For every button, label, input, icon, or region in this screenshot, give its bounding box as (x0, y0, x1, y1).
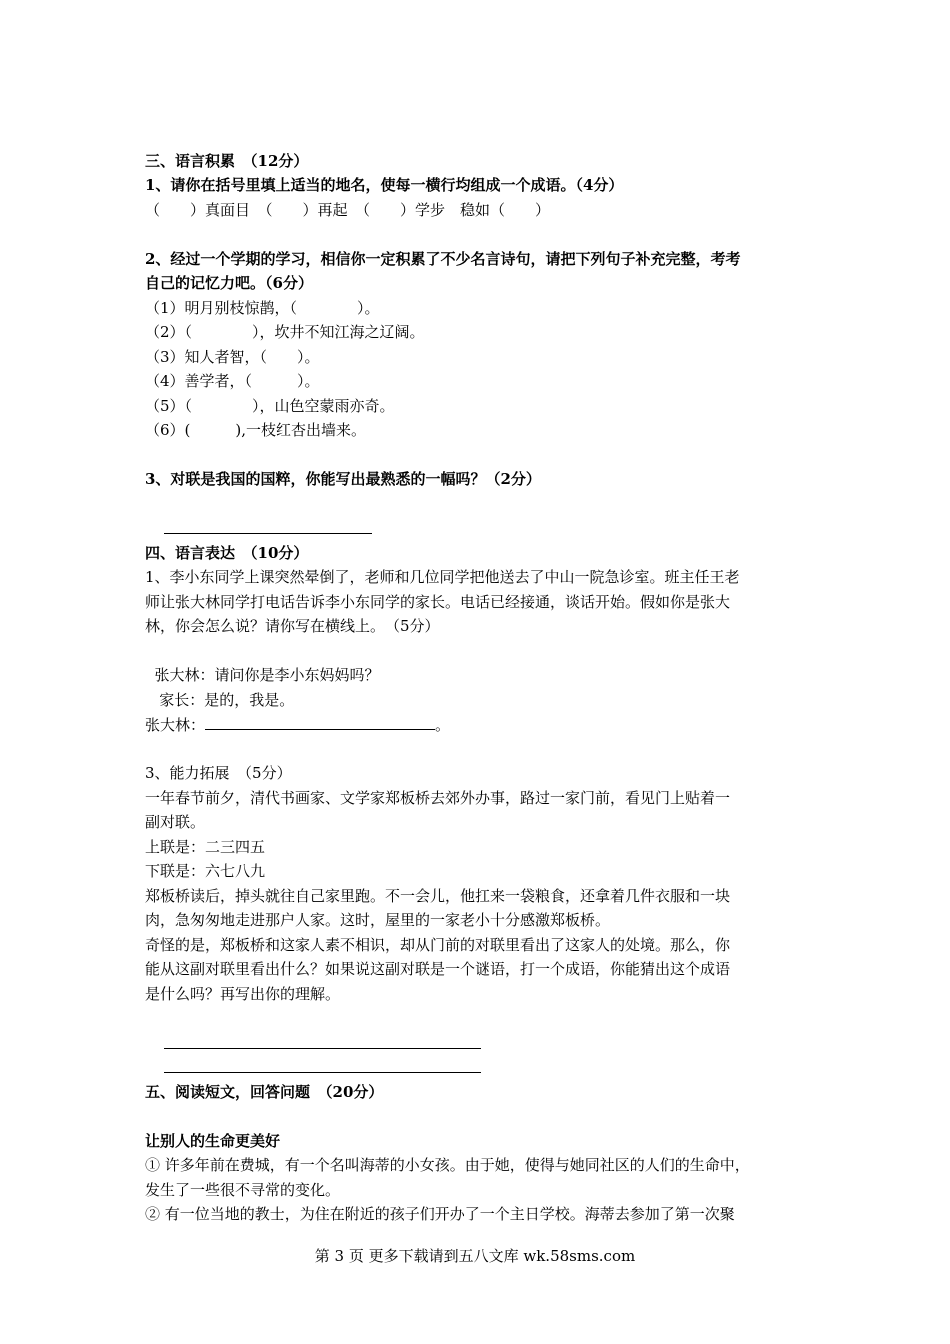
q2-item-4: （4）善学者，（ ）。 (145, 372, 320, 390)
dialog-line-3 (145, 712, 815, 737)
s4-q1-para-line-2: 师让张大林同学打电话告诉李小东同学的家长。电话已经接通，谈话开始。假如你是张大 (145, 592, 731, 611)
q3-answer-line (164, 516, 372, 534)
page-footer: 第 3 页 更多下载请到五八文库 wk.58sms.com (314, 1247, 636, 1265)
q3-prompt: 3、对联是我国的国粹，你能写出最熟悉的一幅吗？（2分） (145, 470, 541, 488)
reading-title: 让别人的生命更美好 (145, 1131, 281, 1150)
page-content (145, 124, 815, 1227)
couplet-upper: 上联是：二三四五 (145, 837, 266, 856)
couplet-lower: 下联是：六七八九 (145, 862, 266, 880)
dialog-answer-line (205, 712, 435, 730)
q2-item-6: （6）( ),一枝红杏出墙来。 (145, 421, 367, 439)
dialog-line-2: 家长：是的，我是。 (145, 690, 295, 709)
q3-answer-area (145, 492, 815, 517)
section-3-heading: 三、语言积累 （12分） (145, 151, 309, 170)
s4-q3-para-line-7: 是什么吗？再写出你的理解。 (145, 984, 341, 1003)
s4-q3-heading: 3、能力拓展 （5分） (145, 764, 292, 782)
s4-q3-para-line-2: 副对联。 (145, 813, 206, 831)
q2-prompt-line-1: 2、经过一个学期的学习，相信你一定积累了不少名言诗句，请把下列句子补充完整，考考 (145, 249, 741, 268)
s4-q3-para-line-4: 肉，急匆匆地走进那户人家。这时，屋里的一家老小十分感激郑板桥。 (145, 911, 611, 929)
s4-q3-answer-line-1 (164, 1031, 481, 1049)
dialog-line-1: 张大林：请问你是李小东妈妈吗？ (145, 666, 380, 684)
dialog-speaker-label: 张大林： (145, 716, 206, 734)
s4-q3-para-line-1: 一年春节前夕，清代书画家、文学家郑板桥去郊外办事，路过一家门前，看见门上贴着一 (145, 788, 731, 807)
reading-para-line-2: 发生了一些很不寻常的变化。 (145, 1180, 341, 1199)
q1-idiom-blanks: （ ）真面目 （ ）再起 （ ）学步 稳如（ ） (145, 200, 551, 219)
dialog-end-mark: 。 (435, 716, 451, 734)
s4-q3-para-line-6: 能从这副对联里看出什么？如果说这副对联是一个谜语，打一个成语，你能猜出这个成语 (145, 960, 731, 978)
s4-q3-answer-line-2 (164, 1055, 481, 1073)
s4-q1-para-line-3: 林，你会怎么说？请你写在横线上。 （5分） (145, 617, 440, 635)
reading-para-line-3: ② 有一位当地的教士，为住在附近的孩子们开办了一个主日学校。海蒂去参加了第一次聚 (145, 1205, 735, 1223)
reading-para-line-1: ① 许多年前在费城，有一个名叫海蒂的小女孩。由于她，使得与她同社区的人们的生命中， (145, 1156, 750, 1174)
section-5-heading: 五、阅读短文，回答问题 （20分） (145, 1082, 384, 1101)
s4-q3-para-line-5: 奇怪的是，郑板桥和这家人素不相识，却从门前的对联里看出了这家人的处境。那么，你 (145, 935, 731, 954)
q2-prompt-line-2: 自己的记忆力吧。（6分） (145, 274, 313, 292)
q2-item-1: （1）明月别枝惊鹊，（ ）。 (145, 298, 380, 317)
s4-q3-para-line-3: 郑板桥读后，掉头就往自己家里跑。不一会儿，他扛来一袋粮食，还拿着几件衣服和一块 (145, 886, 731, 905)
s4-q3-answer-area-1 (145, 1006, 815, 1031)
section-4-heading: 四、语言表达 （10分） (145, 543, 309, 562)
q2-item-5: （5）（ ），山色空蒙雨亦奇。 (145, 396, 395, 415)
q2-item-3: （3）知人者智，（ ）。 (145, 347, 320, 366)
q1-prompt: 1、请你在括号里填上适当的地名，使每一横行均组成一个成语。（4分） (145, 176, 624, 194)
q2-item-2: （2）（ ），坎井不知江海之辽阔。 (145, 323, 425, 341)
s4-q1-para-line-1: 1、李小东同学上课突然晕倒了，老师和几位同学把他送去了中山一院急诊室。班主任王老 (145, 568, 740, 586)
